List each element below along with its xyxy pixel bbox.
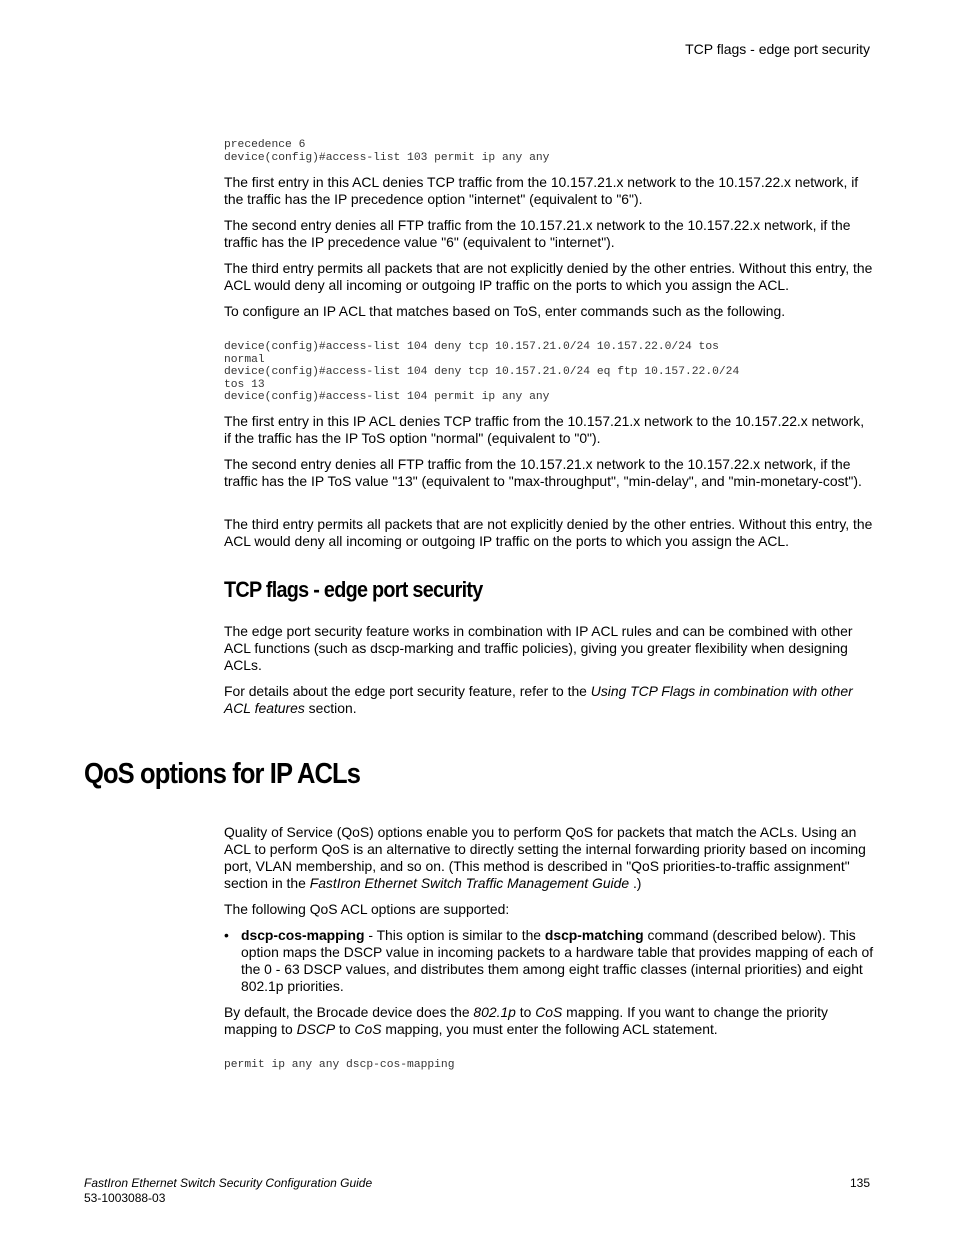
italic-term: DSCP <box>296 1021 336 1037</box>
paragraph-crossref <box>224 683 874 717</box>
section-heading: TCP flags - edge port security <box>224 577 483 602</box>
paragraph: To configure an IP ACL that matches based on ToS, enter commands such as the following. <box>224 303 786 319</box>
footer-guide-title <box>84 1176 372 1191</box>
paragraph: The first entry in this IP ACL denies TCP traffic from the 10.157.21.x network to the 10.157.22.x network, if the traffic has the IP ToS option "normal" (equivalent to "0"). <box>224 413 865 446</box>
guide-reference: FastIron Ethernet Switch Traffic Management Guide <box>309 875 630 891</box>
paragraph: The third entry permits all packets that are not explicitly denied by the other entries. Without this entry, the ACL would deny all incoming or outgoing IP traffic on the ports to which you assign the ACL. <box>224 516 873 549</box>
crossref-link: Using TCP Flags in combination with other ACL features <box>224 683 853 716</box>
text-span: mapping. If you want to change the priority mapping to <box>224 1004 828 1037</box>
text-span: to <box>335 1021 355 1037</box>
code-block-acl-103: precedence 6 device(config)#access-list 103 permit ip any any <box>224 139 550 164</box>
italic-term: CoS <box>354 1021 382 1037</box>
paragraph: The second entry denies all FTP traffic from the 10.157.21.x network to the 10.157.22.x network, if the traffic has the IP ToS value "13" (equivalent to "max-throughput", "min-delay", and "min-monetary-cost"). <box>224 456 862 489</box>
text-span: section. <box>304 700 357 716</box>
guide-title: FastIron Ethernet Switch Security Configuration Guide <box>84 1176 373 1190</box>
text-span: to <box>515 1004 536 1020</box>
list-item <box>224 927 874 995</box>
chapter-heading: QoS options for IP ACLs <box>84 758 361 790</box>
italic-term: CoS <box>535 1004 563 1020</box>
text-span: command (described below). This option maps the DSCP value in incoming packets to a hardware table that provides mapping of each of the 0 - 63 DSCP values, and distributes them among eight traffic classes (internal priorities) and eight 802.1p priorities. <box>241 927 874 994</box>
text-span: .) <box>629 875 642 891</box>
list-item-text <box>241 927 874 995</box>
text-span: Quality of Service (QoS) options enable you to perform QoS for packets that match the ACLs. Using an ACL to perform QoS is an alternative to directly setting the internal forwarding priority based on incoming port, VLAN membership, and so on. (This method is described in "QoS priorities-to-traffic assignment" section in the <box>224 824 866 891</box>
paragraph-qos-intro <box>224 824 874 892</box>
page-number: 135 <box>849 1176 870 1190</box>
code-block-dscp: permit ip any any dscp-cos-mapping <box>224 1059 455 1071</box>
text-span: By default, the Brocade device does the <box>224 1004 474 1020</box>
term: dscp-matching <box>544 927 644 943</box>
paragraph: The first entry in this ACL denies TCP traffic from the 10.157.21.x network to the 10.157.22.x network, if the traffic has the IP precedence option "internet" (equivalent to "6"). <box>224 174 859 207</box>
paragraph: The second entry denies all FTP traffic from the 10.157.21.x network to the 10.157.22.x network, if the traffic has the IP precedence value "6" (equivalent to "internet"). <box>224 217 851 250</box>
bullet-marker: • <box>224 927 229 943</box>
paragraph: The third entry permits all packets that are not explicitly denied by the other entries. Without this entry, the ACL would deny all incoming or outgoing IP traffic on the ports to which you assign the ACL. <box>224 260 873 293</box>
code-block-acl-104: device(config)#access-list 104 deny tcp 10.157.21.0/24 10.157.22.0/24 tos normal device(config)#access-list 104 deny tcp 10.157.21.0/24 eq ftp 10.157.22.0/24 tos 13 device(config)#access-list 104 permit ip any any <box>224 341 740 403</box>
text-span: For details about the edge port security feature, refer to the <box>224 683 591 699</box>
paragraph: The following QoS ACL options are supported: <box>224 901 510 917</box>
text-span: - This option is similar to the <box>364 927 545 943</box>
footer-doc-number: 53-1003088-03 <box>84 1191 166 1205</box>
paragraph: The edge port security feature works in combination with IP ACL rules and can be combined with other ACL functions (such as dscp-marking and traffic policies), giving you greater flexibility when designing ACLs. <box>224 623 853 673</box>
italic-term: 802.1p <box>473 1004 516 1020</box>
running-header: TCP flags - edge port security <box>685 41 870 57</box>
term: dscp-cos-mapping <box>241 927 365 943</box>
text-span: mapping, you must enter the following ACL statement. <box>381 1021 718 1037</box>
paragraph-mapping <box>224 1004 874 1038</box>
